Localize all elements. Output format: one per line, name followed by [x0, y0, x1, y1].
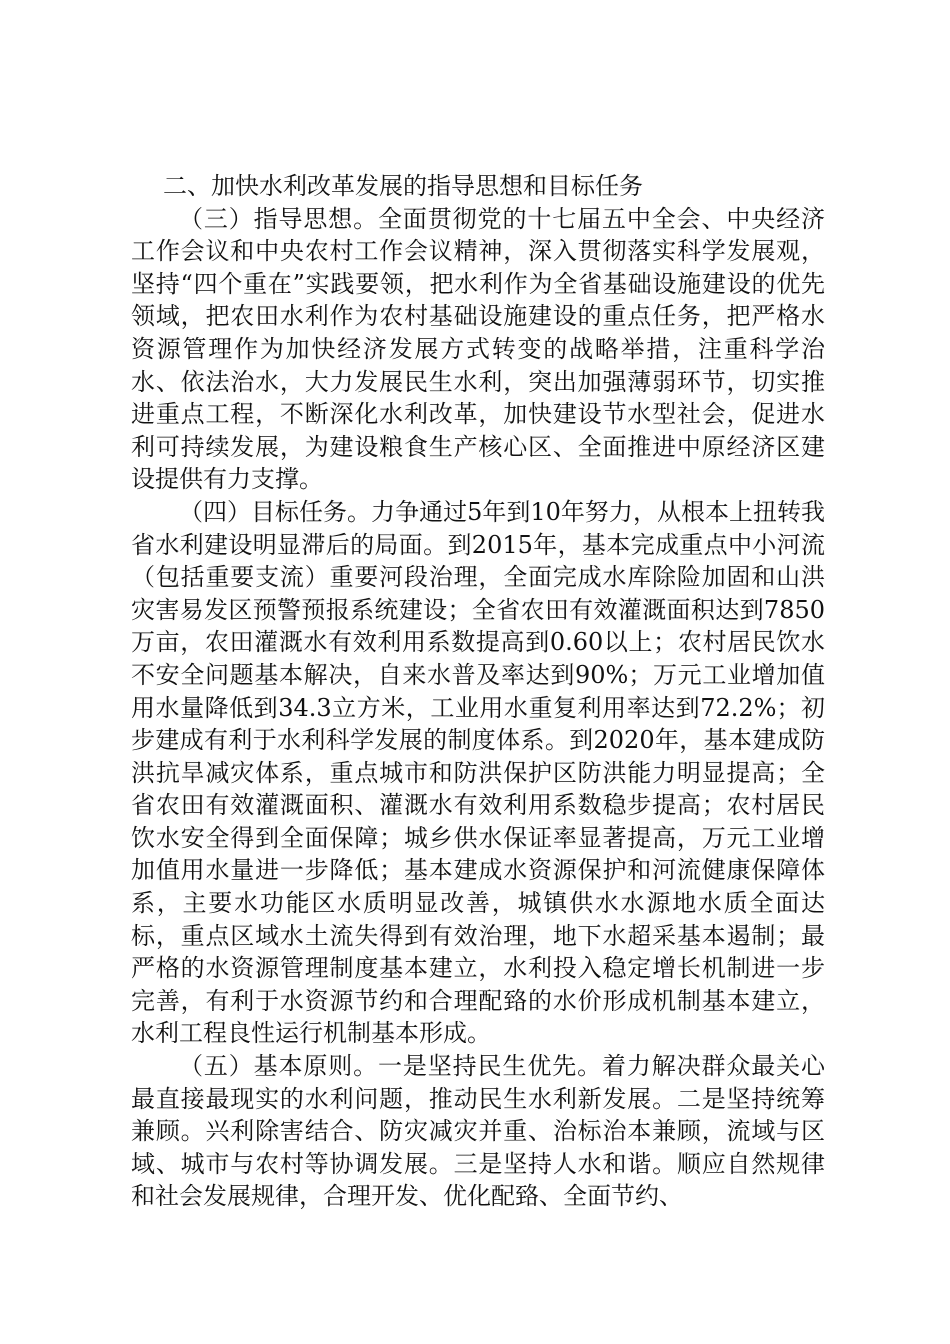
paragraph-guiding-ideology: （三）指导思想。全面贯彻党的十七届五中全会、中央经济工作会议和中央农村工作会议精神，深入贯彻落实科学发展观，坚持“四个重在”实践要领，把水利作为全省基础设施建设的优先领域，把农田水利作为农村基础设施建设的重点任务，把严格水资源管理作为加快经济发展方式转变的战略举措，注重科学治水、依法治水，大力发展民生水利，突出加强薄弱环节，切实推进重点工程，不断深化水利改革，加快建设节水型社会，促进水利可持续发展，为建设粮食生产核心区、全面推进中原经济区建设提供有力支撑。 [131, 204, 825, 494]
section-heading: 二、加快水利改革发展的指导思想和目标任务 [163, 172, 643, 200]
document-body [131, 170, 825, 1213]
paragraph-objectives: （四）目标任务。力争通过5年到10年努力，从根本上扭转我省水利建设明显滞后的局面。到2015年，基本完成重点中小河流（包括重要支流）重要河段治理，全面完成水库除险加固和山洪灾害易发区预警预报系统建设；全省农田有效灌溉面积达到7850万亩，农田灌溉水有效利用系数提高到0.60以上；农村居民饮水不安全问题基本解决，自来水普及率达到90%；万元工业增加值用水量降低到34.3立方米，工业用水重复利用率达到72.2%；初步建成有利于水利科学发展的制度体系。到2020年，基本建成防洪抗旱减灾体系，重点城市和防洪保护区防洪能力明显提高；全省农田有效灌溉面积、灌溉水有效利用系数稳步提高；农村居民饮水安全得到全面保障；城乡供水保证率显著提高，万元工业增加值用水量进一步降低；基本建成水资源保护和河流健康保障体系，主要水功能区水质明显改善，城镇供水水源地水质全面达标，重点区域水土流失得到有效治理，地下水超采基本遏制；最严格的水资源管理制度基本建立，水利投入稳定增长机制进一步完善，有利于水资源节约和合理配臵的水价形成机制基本建立，水利工程良性运行机制基本形成。 [131, 497, 825, 1048]
paragraph-basic-principles: （五）基本原则。一是坚持民生优先。着力解决群众最关心最直接最现实的水利问题，推动民生水利新发展。二是坚持统筹兼顾。兴利除害结合、防灾减灾并重、治标治本兼顾，流域与区域、城市与农村等协调发展。三是坚持人水和谐。顺应自然规律和社会发展规律，合理开发、优化配臵、全面节约、 [131, 1052, 825, 1211]
